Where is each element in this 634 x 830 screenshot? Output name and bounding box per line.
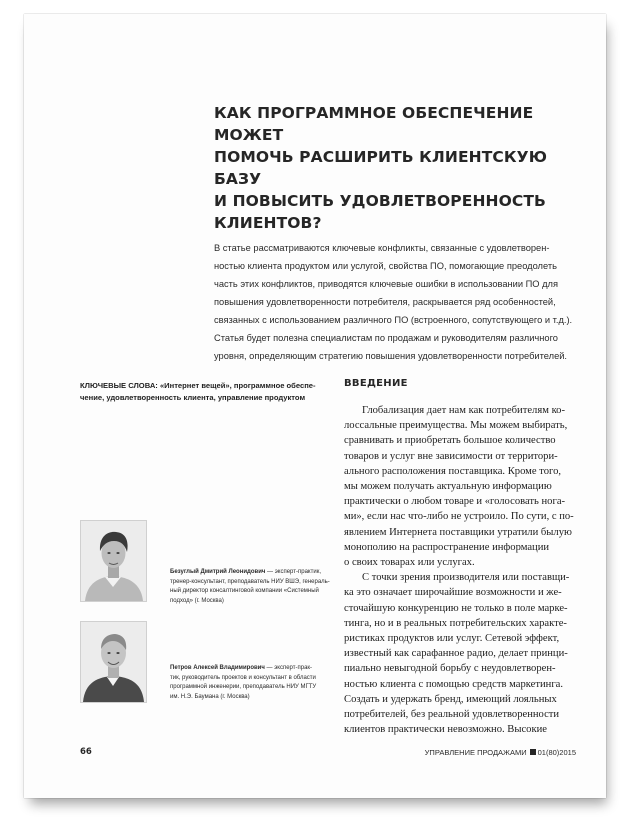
abstract-line: часть этих конфликтов, приводятся ключевые ошибки в использовании ПО для <box>214 279 558 289</box>
square-bullet-icon <box>530 749 536 755</box>
journal-name: УПРАВЛЕНИЕ ПРОДАЖАМИ <box>424 748 527 757</box>
abstract-line: Статья будет полезна специалистам по продажам и руководителям различного <box>214 333 558 343</box>
section-heading: ВВЕДЕНИЕ <box>344 378 408 389</box>
magazine-page <box>24 14 606 798</box>
author-bio-line: программной инженерии, преподаватель НИУ МГТУ <box>170 684 317 691</box>
author-photo <box>80 621 147 703</box>
body-text <box>344 403 596 737</box>
author-bio-text: — эксперт-практик, <box>265 569 322 575</box>
author-portrait-icon <box>81 521 146 601</box>
author-bio-line: тренер-консультант, преподаватель НИУ ВШЭ, генераль- <box>170 578 330 585</box>
abstract-line: повышения удовлетворенности потребителя, раскрывается ряд особенностей, <box>214 297 556 307</box>
author-photo <box>80 520 147 602</box>
body-line: явлением Интернета поставщики утратили былую <box>344 526 572 538</box>
body-line: ностью клиента с помощью средств маркетинга. <box>344 678 564 690</box>
body-line: С точки зрения производителя или поставщи- <box>362 572 570 584</box>
title-line: ПОМОЧЬ РАСШИРИТЬ КЛИЕНТСКУЮ БАЗУ <box>214 148 547 188</box>
author-bio-text: — эксперт-прак- <box>264 665 313 671</box>
body-line: ристиках продуктов или услуг. Сетевой эффект, <box>344 633 560 645</box>
author-portrait-icon <box>81 622 146 702</box>
body-line: сравнивать и приобретать большое количество <box>344 435 556 447</box>
abstract-line: уровня, определяющим стратегию повышения удовлетворенности потребителей. <box>214 351 568 361</box>
body-line: пиально невыгодной борьбу с неудовлетворен- <box>344 663 556 675</box>
author-bio-line: подход» (г. Москва) <box>170 597 224 604</box>
body-line: известный как сарафанное радио, делает принци- <box>344 648 568 660</box>
body-line: практически о любом товаре и «голосовать нога- <box>344 496 566 508</box>
journal-issue: 01(80)2015 <box>537 748 576 757</box>
abstract-line: В статье рассматриваются ключевые конфликты, связанные с удовлетворен- <box>214 243 550 253</box>
body-line: ка это означает широчайшие возможности и же- <box>344 587 562 599</box>
author-bio-line: им. Н.Э. Баумана (г. Москва) <box>170 693 250 700</box>
title-line: И ПОВЫСИТЬ УДОВЛЕТВОРЕННОСТЬ <box>214 192 546 210</box>
body-line: клиентов практически невозможно. Высокие <box>344 724 547 736</box>
keywords <box>80 380 330 404</box>
body-line: ми», если нас что-либо не устроило. По сути, с по- <box>344 511 574 523</box>
author-bio-line: ный директор консалтинговой компании «Системный <box>170 588 319 595</box>
body-line: сточайшую конкуренцию не только в поле марке- <box>344 602 568 614</box>
author-bio-line <box>170 664 330 674</box>
article-abstract <box>214 239 596 365</box>
author-bio-line: тик, руководитель проектов и консультант в области <box>170 674 316 681</box>
body-line: Создать и удержать бренд, имеющий лояльных <box>344 693 557 705</box>
body-line: ального расположения поставщика. Кроме того, <box>344 465 562 477</box>
author-name: Безуглый Дмитрий Леонидович <box>170 569 266 575</box>
keywords-line: чение, удовлетворенность клиента, управление продуктом <box>80 393 306 402</box>
keywords-line: КЛЮЧЕВЫЕ СЛОВА: «Интернет вещей», программное обеспе- <box>80 381 316 390</box>
author-bio-line <box>170 568 330 578</box>
body-line: товаров и услуг вне зависимости от территори- <box>344 450 558 462</box>
page-number: 66 <box>80 747 92 757</box>
abstract-line: ностью клиента продуктом или услугой, свойства ПО, помогающие преодолеть <box>214 261 557 271</box>
author-bio <box>170 568 330 606</box>
author-name: Петров Алексей Владимирович <box>170 665 265 671</box>
body-line: о своих товарах или услугах. <box>344 557 475 569</box>
body-line: Глобализация дает нам как потребителям ко- <box>362 405 565 416</box>
body-line: мы можем получать актуальную информацию <box>344 481 552 493</box>
abstract-line: связанных с использованием различного ПО (встроенного, сопутствующего и т.д.). <box>214 315 573 325</box>
author-bio <box>170 664 330 702</box>
body-line: лоссальные преимущества. Мы можем выбирать, <box>344 420 568 432</box>
body-line: монополию на распространение информации <box>344 541 550 553</box>
body-line: потребителей, без реальной удовлетворенности <box>344 709 560 721</box>
journal-footer <box>425 748 576 757</box>
article-title <box>214 102 584 234</box>
title-line: КАК ПРОГРАММНОЕ ОБЕСПЕЧЕНИЕ МОЖЕТ <box>214 104 534 144</box>
body-line: тинга, но и в реальных потребительских характе- <box>344 617 567 629</box>
title-line: КЛИЕНТОВ? <box>214 214 322 232</box>
